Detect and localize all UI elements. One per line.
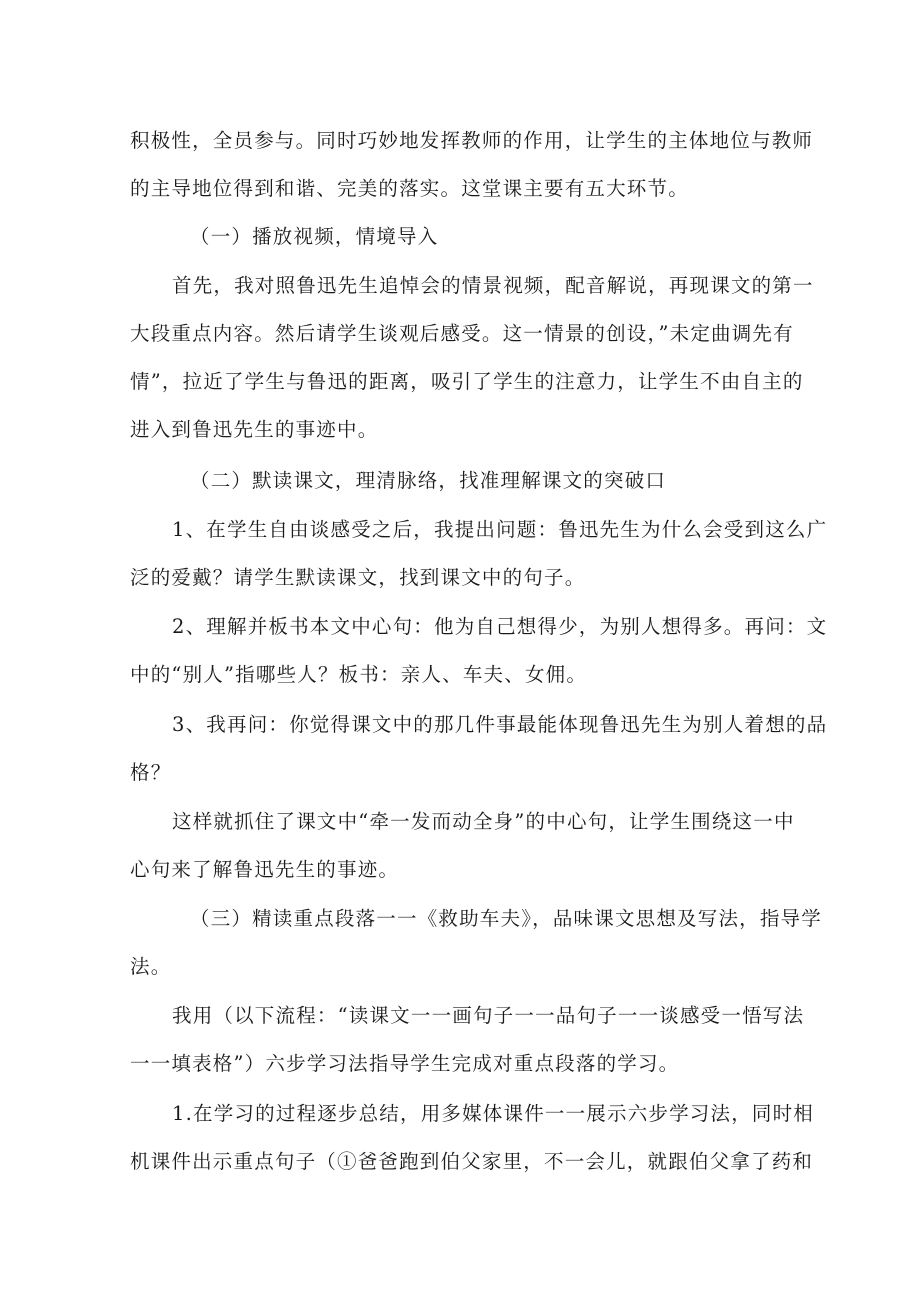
text-line: 1.在学习的过程逐步总结，用多媒体课件一一展示六步学习法，同时相 bbox=[172, 1102, 815, 1125]
heading-line: （一）播放视频，情境导入 bbox=[190, 225, 439, 248]
text-line: 我用（以下流程：“读课文一一画句子一一品句子一一谈感受一悟写法 bbox=[172, 1004, 805, 1027]
paragraph-central-sentence bbox=[130, 798, 800, 894]
text-line: 大段重点内容。然后请学生谈观后感受。这一情景的创设，”未定曲调先有 bbox=[130, 322, 794, 345]
paragraph-item-2 bbox=[130, 603, 828, 699]
text-line: 的主导地位得到和谐、完美的落实。这堂课主要有五大环节。 bbox=[130, 177, 689, 200]
section-heading-3 bbox=[130, 895, 822, 991]
text-line: 情”，拉近了学生与鲁迅的距离，吸引了学生的注意力，让学生不由自主的 bbox=[130, 370, 804, 393]
text-line: 积极性，全员参与。同时巧妙地发挥教师的作用，让学生的主体地位与教师 bbox=[130, 129, 814, 152]
paragraph-step-summary bbox=[130, 1090, 815, 1186]
text-line: 1、在学生自由谈感受之后，我提出问题：鲁迅先生为什么会受到这么广 bbox=[172, 518, 828, 541]
heading-line: （三）精读重点段落一一《救助车夫》，品味课文思想及写法，指导学 bbox=[190, 907, 822, 930]
heading-line: （二）默读课文，理清脉络，找准理解课文的突破口 bbox=[190, 469, 667, 492]
text-line: 2、理解并板书本文中心句：他为自己想得少，为别人想得多。再问：文 bbox=[172, 615, 828, 638]
paragraph-item-3 bbox=[130, 701, 828, 797]
text-line: 3、我再问：你觉得课文中的那几件事最能体现鲁迅先生为别人着想的品 bbox=[172, 713, 828, 736]
text-line: 格？ bbox=[130, 761, 172, 784]
text-line: 进入到鲁迅先生的事迹中。 bbox=[130, 418, 379, 441]
heading-line: 法。 bbox=[130, 955, 172, 978]
paragraph-item-1 bbox=[130, 506, 828, 602]
text-line: 一一填表格”）六步学习法指导学生完成对重点段落的学习。 bbox=[130, 1052, 680, 1075]
paragraph-video-intro bbox=[130, 262, 814, 454]
text-line: 机课件出示重点句子（①爸爸跑到伯父家里，不一会儿，就跟伯父拿了药和 bbox=[130, 1150, 814, 1173]
text-line: 心句来了解鲁迅先生的事迹。 bbox=[130, 858, 400, 881]
paragraph-six-steps bbox=[130, 992, 805, 1088]
text-line: 这样就抓住了课文中“牵一发而动全身”的中心句，让学生围绕这一中 bbox=[172, 810, 795, 833]
text-line: 泛的爱戴？请学生默读课文，找到课文中的句子。 bbox=[130, 566, 586, 589]
section-heading-2 bbox=[130, 457, 800, 505]
text-line: 中的“别人”指哪些人？板书：亲人、车夫、女佣。 bbox=[130, 663, 588, 686]
section-heading-1 bbox=[130, 213, 800, 261]
text-line: 首先，我对照鲁迅先生追悼会的情景视频，配音解说，再现课文的第一 bbox=[172, 274, 814, 297]
paragraph-intro-continuation bbox=[130, 117, 814, 213]
